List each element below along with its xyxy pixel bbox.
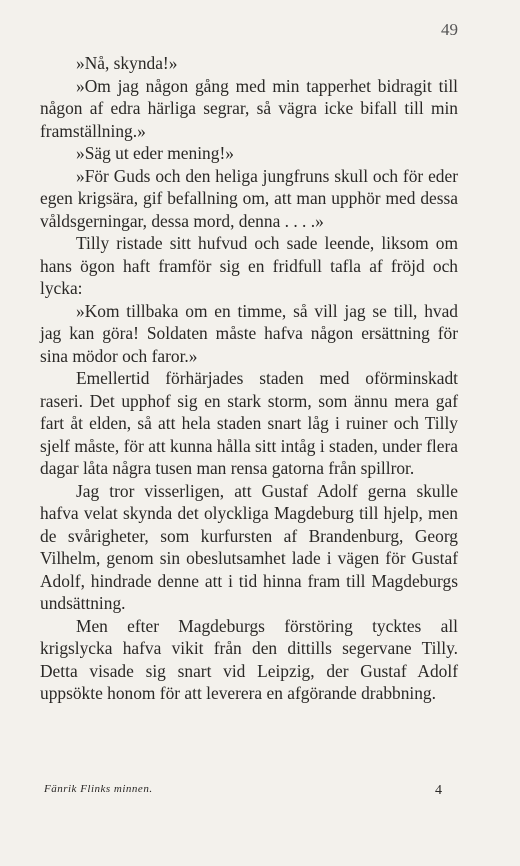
page-footer [40, 783, 458, 799]
paragraph: Men efter Magdeburgs förstöring tycktes all krigslycka hafva vikit från den dittills segervane Tilly. Detta visade sig snart vid Leipzig, der Gustaf Adolf uppsökte honom för att leverera en afgörande drabbning. [40, 615, 458, 703]
paragraph: »Om jag någon gång med min tapperhet bidragit till någon af edra härliga segrar, så vägra icke bifall till min framställning.» [40, 75, 458, 141]
paragraph: Tilly ristade sitt hufvud och sade leende, liksom om hans ögon haft framför sig en fridfull tafla af fröjd och lycka: [40, 233, 458, 298]
paragraph: Emellertid förhärjades staden med oförminskadt raseri. Det upphof sig en stark storm, som ännu mera gaf fart åt elden, så att hela staden snart låg i ruiner och Tilly sjelf måste, för att kunna hålla sitt intåg i staden, under flera dagar låta några tusen man rensa gatorna från spillror. [40, 368, 458, 478]
page-number: 49 [441, 20, 458, 39]
paragraph: Jag tror visserligen, att Gustaf Adolf gerna skulle hafva velat skynda det olyckliga Magdeburg till hjelp, men de svårigheter, som kurfursten af Brandenburg, Georg Vilhelm, genom sin obeslutsamhet lade i vägen för Gustaf Adolf, hindrade denne att i tid hinna fram till Magdeburgs undsättning. [40, 480, 458, 613]
paragraph: »Kom tillbaka om en timme, så vill jag se till, hvad jag kan göra! Soldaten måste hafva någon ersättning för sina mödor och faror.» [40, 300, 458, 366]
sheet-number: 4 [435, 783, 442, 798]
paragraph: »För Guds och den heliga jungfruns skull och för eder egen krigsära, gif befallning om, att man upphör med dessa våldsgerningar, dessa mord, denna . . . .» [40, 165, 458, 231]
signature-mark: Fänrik Flinks minnen. [44, 783, 153, 795]
paragraph: »Säg ut eder mening!» [76, 143, 234, 163]
paragraph: »Nå, skynda!» [76, 53, 178, 73]
body-text [40, 52, 458, 705]
